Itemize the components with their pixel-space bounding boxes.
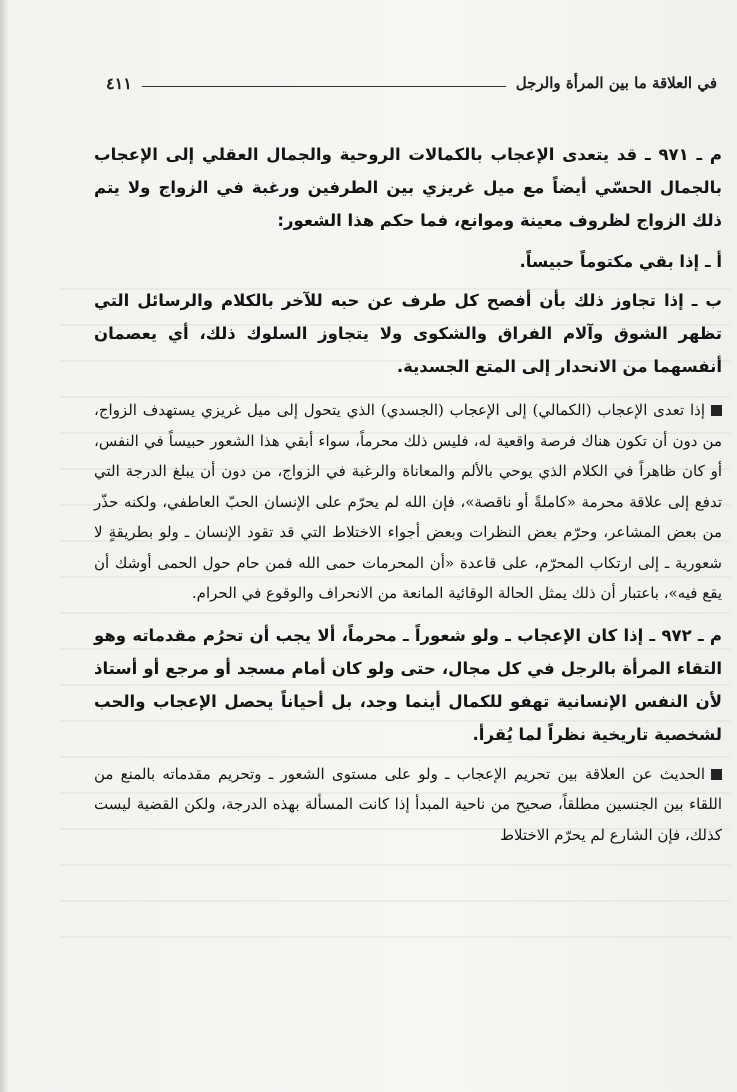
page-header	[100, 68, 717, 98]
header-rule	[142, 86, 506, 87]
page-body	[94, 138, 722, 860]
page-number: ٤١١	[106, 73, 132, 93]
running-title: في العلاقة ما بين المرأة والرجل	[515, 74, 717, 92]
answer-972	[94, 759, 722, 851]
answer-971	[94, 395, 722, 609]
question-972: م ـ ٩٧٢ ـ إذا كان الإعجاب ـ ولو شعوراً ـ محرماً، ألا يجب أن تحرُم مقدماته وهو التقاء المرأة بالرجل في كل مجال، حتى ولو كان أمام مسجد أو مرجع أو أستاذ لأن النفس الإنسانية تهفو للكمال أينما وجد، بل أحياناً يحصل الإعجاب والحب لشخصية تاريخية نظراً لما يُقرأ.	[94, 625, 722, 744]
question-971: م ـ ٩٧١ ـ قد يتعدى الإعجاب بالكمالات الروحية والجمال العقلي إلى الإعجاب بالجمال الحسّي أيضاً مع ميل غريزي بين الطرفين ورغبة في الزواج ولا يتم ذلك الزواج لظروف معينة وموانع، فما حكم هذا الشعور:	[94, 145, 722, 230]
answer-marker-icon	[711, 405, 722, 416]
question-971-item-b: ب ـ إذا تجاوز ذلك بأن أفصح كل طرف عن حبه للآخر بالكلام والرسائل التي تظهر الشوق وآلام الفراق والشكوى ولا يتجاوز السلوك ذلك، أي يعصمان أنفسهما من الانحدار إلى المتع الجسدية.	[94, 291, 722, 376]
answer-971-text: إذا تعدى الإعجاب (الكمالي) إلى الإعجاب (الجسدي) الذي يتحول إلى ميل غريزي يستهدف الزواج، من دون أن تكون هناك فرصة واقعية له، فليس ذلك محرماً، سواء أبقي هذا الشعور حبيساً في النفس، أو كان ظاهراً في الكلام الذي يوحي بالألم والمعاناة والرغبة في الزواج، من دون أن يبلغ الدرجة التي تدفع إلى علاقة محرمة «كاملةً أو ناقصة»، فإن الله لم يحرّم على الإنسان الحبّ العاطفي، ولكنه حذّر من بعض المشاعر، وحرّم بعض النظرات وبعض أجواء الاختلاط التي قد تقود الإنسان ـ ولو بطريقةٍ لا شعورية ـ إلى ارتكاب المحرّم، على قاعدة «أن المحرمات حمى الله فمن حام حول الحمى أوشك أن يقع فيه»، باعتبار أن ذلك يمثل الحالة الوقائية المانعة من الانحراف والوقوع في الحرام.	[94, 401, 722, 602]
question-971-item-a: أ ـ إذا بقي مكتوماً حبيساً.	[519, 252, 722, 271]
answer-marker-icon	[711, 769, 722, 780]
page-edge-shadow	[0, 0, 8, 1092]
answer-972-text: الحديث عن العلاقة بين تحريم الإعجاب ـ ولو على مستوى الشعور ـ وتحريم مقدماته بالمنع من اللقاء بين الجنسين مطلقاً، صحيح من ناحية المبدأ إذا كانت المسألة بهذه الدرجة، ولكن القضية ليست كذلك، فإن الشارع لم يحرّم الاختلاط	[94, 764, 722, 844]
